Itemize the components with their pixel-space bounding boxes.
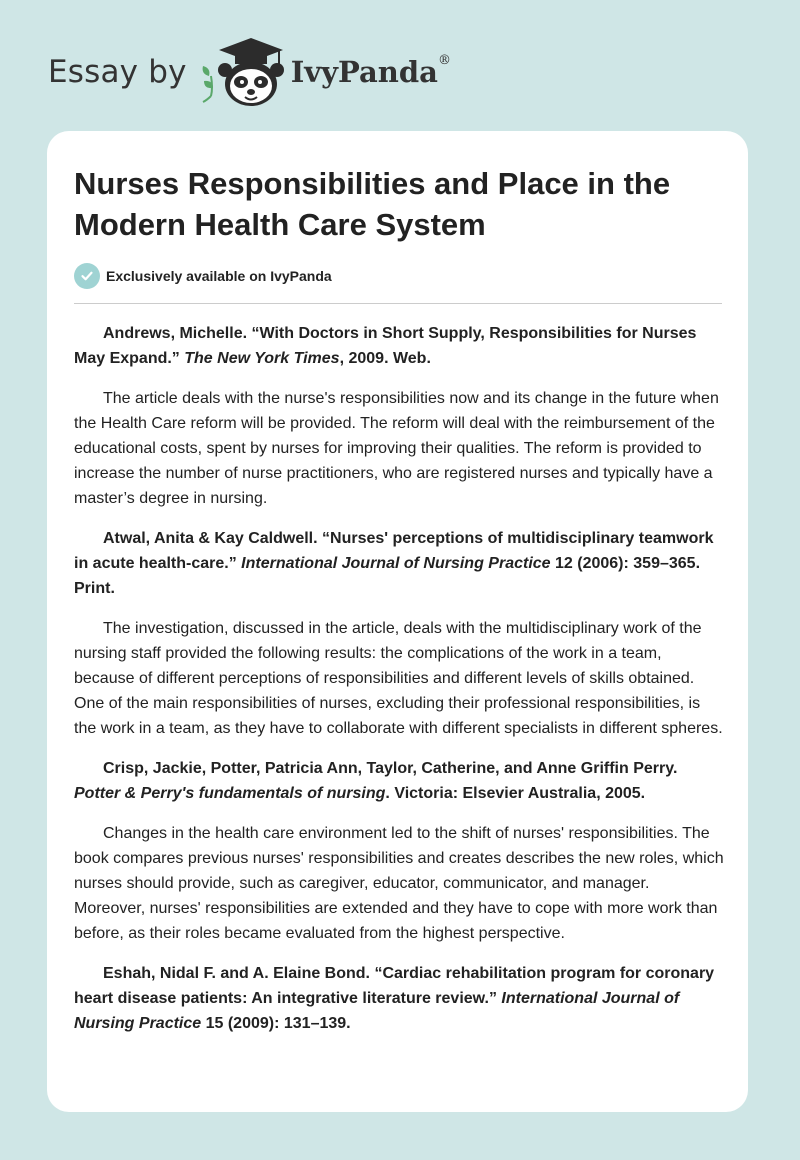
reference-entry: Crisp, Jackie, Potter, Patricia Ann, Taylor, Catherine, and Anne Griffin Perry. Potter & Perry's fundamentals of nursing. Victoria: Elsevier Australia, 2005. xyxy=(74,760,678,802)
site-header xyxy=(48,36,451,108)
reference-source: The New York Times xyxy=(184,350,340,367)
reference-source: International Journal of Nursing Practice xyxy=(74,990,680,1032)
reference-source: International Journal of Nursing Practice xyxy=(241,555,551,572)
registered-mark: ® xyxy=(437,53,451,68)
body-paragraph: Changes in the health care environment led to the shift of nurses' responsibilities. The book compares previous nurses' responsibilities and creates describes the new roles, which nurses should provide, such as caregiver, educator, communicator, and manager. Moreover, nurses' responsibilities are extended and they have to cope with more work than before, as their roles became evaluated from the highest perspective. xyxy=(74,825,724,942)
reference-entry: Atwal, Anita & Kay Caldwell. “Nurses' perceptions of multidisciplinary teamwork in acute health-care.” International Journal of Nursing Practice 12 (2006): 359–365. Print. xyxy=(74,530,714,597)
essay-content xyxy=(74,321,724,1051)
page-title: Nurses Responsibilities and Place in the Modern Health Care System xyxy=(74,166,671,242)
divider xyxy=(74,303,722,304)
body-paragraph: The article deals with the nurse's responsibilities now and its change in the future when the Health Care reform will be provided. The reform will deal with the reimbursement of the educational costs, spent by nurses for improving their qualities. The reform is provided to increase the number of nurse practitioners, who are registered nurses and typically have a master’s degree in nursing. xyxy=(74,390,719,507)
brand-name[interactable]: IvyPanda® xyxy=(290,53,451,89)
reference-entry: Andrews, Michelle. “With Doctors in Short Supply, Responsibilities for Nurses May Expand.” The New York Times, 2009. Web. xyxy=(74,325,697,367)
body-paragraph: The investigation, discussed in the article, deals with the multidisciplinary work of the nursing staff provided the following results: the complications of the work in a team, because of different perceptions of responsibilities and different levels of skills obtained. One of the main responsibilities of nurses, excluding their professional responsibilities, is the work in a team, as they have to collaborate with different specialists in different spheres. xyxy=(74,620,723,737)
reference-entry: Eshah, Nidal F. and A. Elaine Bond. “Cardiac rehabilitation program for coronary heart disease patients: An integrative literature review.” International Journal of Nursing Practice 15 (2009): 131–139. xyxy=(74,965,715,1032)
ivypanda-logo-icon[interactable] xyxy=(199,36,289,108)
essay-card xyxy=(47,131,748,1112)
reference-source: Potter & Perry's fundamentals of nursing xyxy=(74,785,386,802)
essay-by-label: Essay by xyxy=(48,54,187,90)
check-icon xyxy=(74,263,100,289)
exclusive-badge xyxy=(74,263,332,289)
exclusive-label: Exclusively available on IvyPanda xyxy=(106,268,332,284)
